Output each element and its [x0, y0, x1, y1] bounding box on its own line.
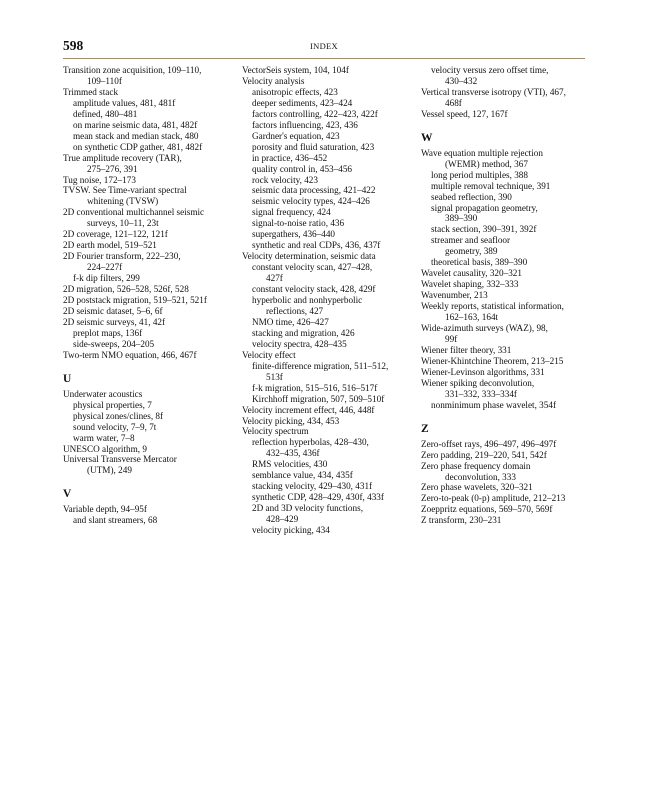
- index-entry: TVSW. See Time-variant spectral: [63, 185, 187, 196]
- index-subentry: synthetic CDP, 428–429, 430f, 433f: [252, 492, 384, 503]
- index-entry: Zero padding, 219–220, 541, 542f: [421, 449, 547, 460]
- index-entry: 2D poststack migration, 519–521, 521f: [63, 295, 207, 306]
- index-letter-heading: V: [63, 488, 72, 501]
- index-entry-continuation: 427f: [266, 273, 283, 284]
- index-subentry: factors controlling, 422–423, 422f: [252, 108, 378, 119]
- index-column-2: [242, 65, 414, 536]
- index-letter-heading: U: [63, 372, 72, 385]
- index-entry-continuation: 513f: [266, 371, 283, 382]
- index-letter-heading: W: [421, 131, 433, 144]
- index-entry-continuation: surveys, 10–11, 23t: [87, 218, 159, 229]
- page-number: 598: [63, 38, 84, 53]
- index-entry-continuation: (UTM), 249: [87, 465, 132, 476]
- index-entry: 2D seismic dataset, 5–6, 6f: [63, 305, 163, 316]
- index-subentry: in practice, 436–452: [252, 152, 328, 163]
- index-subentry: finite-difference migration, 511–512,: [252, 360, 389, 371]
- index-entry: 2D coverage, 121–122, 121f: [63, 229, 168, 240]
- index-entry-continuation: 109–110f: [87, 75, 122, 86]
- index-entry-continuation: reflections, 427: [266, 305, 324, 316]
- index-subentry: signal frequency, 424: [252, 207, 331, 218]
- index-subentry: velocity picking, 434: [252, 525, 330, 536]
- index-column-3: [421, 65, 593, 526]
- index-subentry: warm water, 7–8: [73, 432, 135, 443]
- index-entry-continuation: 432–435, 436f: [266, 448, 320, 459]
- index-entry: Velocity determination, seismic data: [242, 251, 376, 262]
- index-subentry: stacking and migration, 426: [252, 327, 355, 338]
- index-entry-continuation: 389–390: [445, 213, 478, 224]
- index-subentry: multiple removal technique, 391: [431, 180, 551, 191]
- index-entry: 2D earth model, 519–521: [63, 240, 157, 251]
- index-subentry: semblance value, 434, 435f: [252, 470, 353, 481]
- index-entry-continuation: 162–163, 164t: [445, 312, 499, 323]
- index-subentry: long period multiples, 388: [431, 169, 528, 180]
- index-subentry: 2D and 3D velocity functions,: [252, 503, 363, 514]
- index-entry-continuation: deconvolution, 333: [445, 471, 516, 482]
- index-entry: Trimmed stack: [63, 86, 119, 97]
- index-subentry: streamer and seafloor: [431, 235, 511, 246]
- index-entry: Wavenumber, 213: [421, 290, 488, 301]
- index-subentry: preplot maps, 136f: [73, 327, 143, 338]
- index-subentry: f-k dip filters, 299: [73, 273, 140, 284]
- index-subentry: stack section, 390–391, 392f: [431, 224, 537, 235]
- index-subentry: theoretical basis, 389–390: [431, 257, 528, 268]
- index-subentry: constant velocity scan, 427–428,: [252, 262, 373, 273]
- header-rule: [63, 58, 585, 59]
- index-entry: VectorSeis system, 104, 104f: [242, 65, 349, 75]
- index-entry-continuation: whitening (TVSW): [87, 196, 159, 207]
- index-subentry: anisotropic effects, 423: [252, 86, 338, 97]
- index-subentry: supergathers, 436–440: [252, 229, 336, 240]
- index-entry: 2D conventional multichannel seismic: [63, 207, 205, 218]
- index-entry-continuation: 224–227f: [87, 262, 123, 273]
- index-entry-continuation: 430–432: [445, 75, 478, 86]
- index-subentry: on synthetic CDP gather, 481, 482f: [73, 141, 203, 152]
- index-subentry: physical zones/clines, 8f: [73, 410, 164, 421]
- running-head: INDEX: [310, 41, 338, 51]
- index-column-1: [63, 65, 235, 526]
- index-subentry: f-k migration, 515–516, 516–517f: [252, 382, 378, 393]
- index-subentry: nonminimum phase wavelet, 354f: [431, 399, 557, 410]
- index-entry: Wavelet shaping, 332–333: [421, 279, 519, 290]
- index-entry: True amplitude recovery (TAR),: [63, 152, 182, 163]
- index-entry: Variable depth, 94–95f: [63, 504, 147, 515]
- index-entry: Zero phase frequency domain: [421, 460, 531, 471]
- index-entry-continuation: 428–429: [266, 514, 299, 525]
- index-entry: Tug noise, 172–173: [63, 174, 136, 185]
- index-entry-continuation: 275–276, 391: [87, 163, 138, 174]
- index-entry-continuation: 468f: [445, 97, 462, 108]
- index-entry: Wide-azimuth surveys (WAZ), 98,: [421, 323, 548, 334]
- index-entry: Zero-to-peak (0-p) amplitude, 212–213: [421, 493, 566, 504]
- index-entry: 2D Fourier transform, 222–230,: [63, 251, 181, 262]
- index-subentry: porosity and fluid saturation, 423: [252, 141, 375, 152]
- index-entry: Vertical transverse isotropy (VTI), 467,: [421, 86, 566, 97]
- index-subentry: seismic data processing, 421–422: [252, 185, 376, 196]
- index-subentry: reflection hyperbolas, 428–430,: [252, 437, 369, 448]
- index-entry: Velocity effect: [242, 349, 296, 360]
- index-subentry: quality control in, 453–456: [252, 163, 353, 174]
- index-entry: Velocity analysis: [242, 75, 305, 86]
- index-subentry: seismic velocity types, 424–426: [252, 196, 370, 207]
- index-entry: Z transform, 230–231: [421, 515, 502, 526]
- index-subentry: physical properties, 7: [73, 399, 152, 410]
- index-subentry: velocity spectra, 428–435: [252, 338, 347, 349]
- index-entry: Universal Transverse Mercator: [63, 454, 177, 465]
- index-entry: 2D seismic surveys, 41, 42f: [63, 316, 166, 327]
- index-entry: UNESCO algorithm, 9: [63, 443, 147, 454]
- index-subentry: on marine seismic data, 481, 482f: [73, 119, 198, 130]
- index-entry: Zero-offset rays, 496–497, 496–497f: [421, 438, 557, 449]
- index-entry: Zero phase wavelets, 320–321: [421, 482, 533, 493]
- index-entry: 2D migration, 526–528, 526f, 528: [63, 284, 189, 295]
- index-entry: Velocity spectrum: [242, 426, 309, 437]
- index-entry-continuation: (WEMR) method, 367: [445, 158, 528, 169]
- index-entry: Transition zone acquisition, 109–110,: [63, 65, 202, 75]
- index-entry-continuation: 99f: [445, 333, 458, 344]
- index-entry: Wiener filter theory, 331: [421, 344, 512, 355]
- index-subentry: side-sweeps, 204–205: [73, 338, 155, 349]
- index-subentry: constant velocity stack, 428, 429f: [252, 284, 376, 295]
- index-subentry: signal propagation geometry,: [431, 202, 538, 213]
- index-subentry: deeper sediments, 423–424: [252, 97, 353, 108]
- index-entry: Zoeppritz equations, 569–570, 569f: [421, 504, 553, 515]
- index-subentry: hyperbolic and nonhyperbolic: [252, 295, 363, 306]
- index-entry: Wavelet causality, 320–321: [421, 268, 522, 279]
- index-subentry: sound velocity, 7–9, 7t: [73, 421, 157, 432]
- index-subentry: amplitude values, 481, 481f: [73, 97, 176, 108]
- index-entry: Velocity increment effect, 446, 448f: [242, 404, 375, 415]
- index-entry: Wave equation multiple rejection: [421, 147, 543, 158]
- index-subentry: velocity versus zero offset time,: [431, 65, 549, 75]
- index-subentry: synthetic and real CDPs, 436, 437f: [252, 240, 381, 251]
- index-entry: Wiener-Khintchine Theorem, 213–215: [421, 355, 564, 366]
- index-letter-heading: Z: [421, 422, 429, 435]
- index-entry-continuation: geometry, 389: [445, 246, 498, 257]
- index-entry: Two-term NMO equation, 466, 467f: [63, 349, 197, 360]
- index-subentry: rock velocity, 423: [252, 174, 318, 185]
- index-subentry: and slant streamers, 68: [73, 515, 158, 526]
- index-entry-continuation: 331–332, 333–334f: [445, 388, 517, 399]
- index-subentry: signal-to-noise ratio, 436: [252, 218, 345, 229]
- index-subentry: NMO time, 426–427: [252, 316, 329, 327]
- index-entry: Weekly reports, statistical information,: [421, 301, 564, 312]
- index-subentry: stacking velocity, 429–430, 431f: [252, 481, 373, 492]
- index-entry: Vessel speed, 127, 167f: [421, 108, 508, 119]
- index-entry: Velocity picking, 434, 453: [242, 415, 340, 426]
- index-subentry: mean stack and median stack, 480: [73, 130, 199, 141]
- index-subentry: Gardner's equation, 423: [252, 130, 340, 141]
- index-entry: Underwater acoustics: [63, 388, 143, 399]
- index-entry: Wiener-Levinson algorithms, 331: [421, 366, 545, 377]
- index-subentry: factors influencing, 423, 436: [252, 119, 358, 130]
- index-subentry: Kirchhoff migration, 507, 509–510f: [252, 393, 385, 404]
- index-subentry: RMS velocities, 430: [252, 459, 328, 470]
- index-subentry: defined, 480–481: [73, 108, 138, 119]
- index-subentry: seabed reflection, 390: [431, 191, 512, 202]
- index-entry: Wiener spiking deconvolution,: [421, 377, 535, 388]
